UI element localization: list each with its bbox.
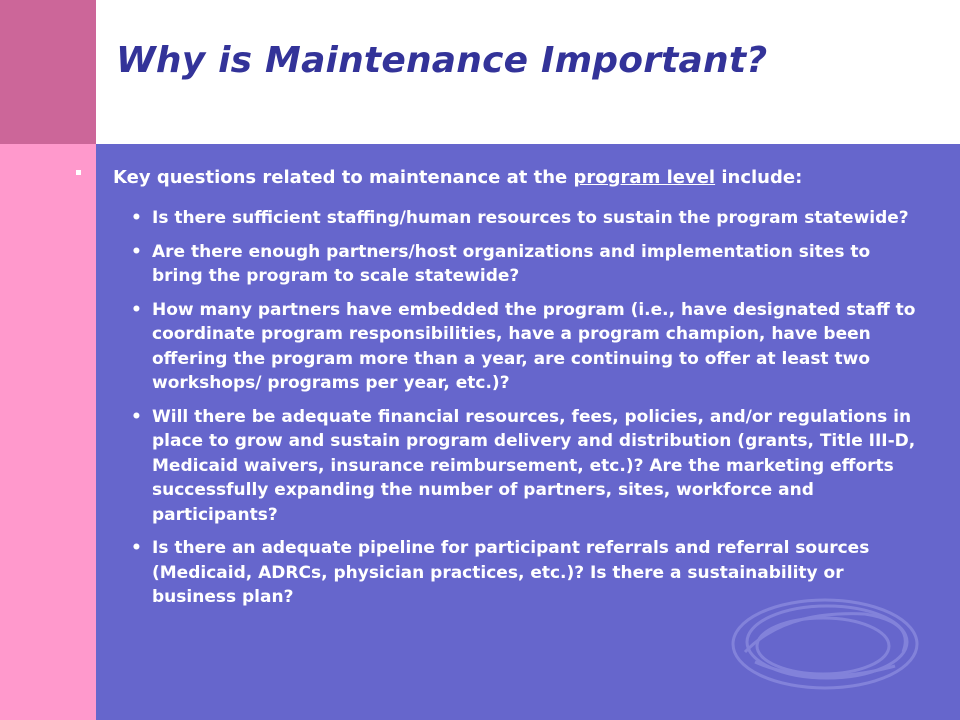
intro-text-before: Key questions related to maintenance at the xyxy=(113,167,574,188)
intro-text-after: include: xyxy=(715,167,803,188)
bullet-dot-icon: • xyxy=(131,208,142,228)
bullet-dot-icon: • xyxy=(131,241,142,262)
bullet-text: Is there an adequate pipeline for participant referrals and referral sources (Medicaid, ADRCs, physician practices, etc.)? Is there a sustainability or business plan? xyxy=(152,538,870,607)
square-bullet-icon xyxy=(76,170,81,175)
bullet-dot-icon: • xyxy=(131,538,142,558)
bullet-text: Are there enough partners/host organizations and implementation sites to bring the program to scale statewide? xyxy=(152,241,871,286)
bullet-text: Is there sufficient staffing/human resources to sustain the program statewide? xyxy=(152,208,909,228)
left-accent-top xyxy=(0,0,96,144)
left-accent-bottom xyxy=(0,144,96,720)
bullet-item xyxy=(115,206,925,231)
bullet-dot-icon: • xyxy=(131,299,142,320)
bullet-dot-icon: • xyxy=(131,406,142,427)
bullet-text: How many partners have embedded the program (i.e., have designated staff to coordinate program responsibilities, have a program champion, have been offering the program more than a year, are continuing to offer at least two workshops/ programs per year, etc.)? xyxy=(152,299,916,393)
bullet-text: Will there be adequate financial resources, fees, policies, and/or regulations in place to grow and sustain program delivery and distribution (grants, Title III-D, Medicaid waivers, insurance reimbursement, etc.)? Are the marketing efforts successfully expanding the number of partners, sites, workforce and participants? xyxy=(152,406,916,525)
bullet-item xyxy=(115,298,925,396)
intro-line xyxy=(113,167,933,188)
bullet-item xyxy=(115,536,925,610)
bullet-list xyxy=(115,206,925,619)
bullet-item xyxy=(115,405,925,528)
program-level-link[interactable]: program level xyxy=(573,167,716,188)
slide-title: Why is Maintenance Important? xyxy=(116,40,768,81)
bullet-item xyxy=(115,240,925,289)
